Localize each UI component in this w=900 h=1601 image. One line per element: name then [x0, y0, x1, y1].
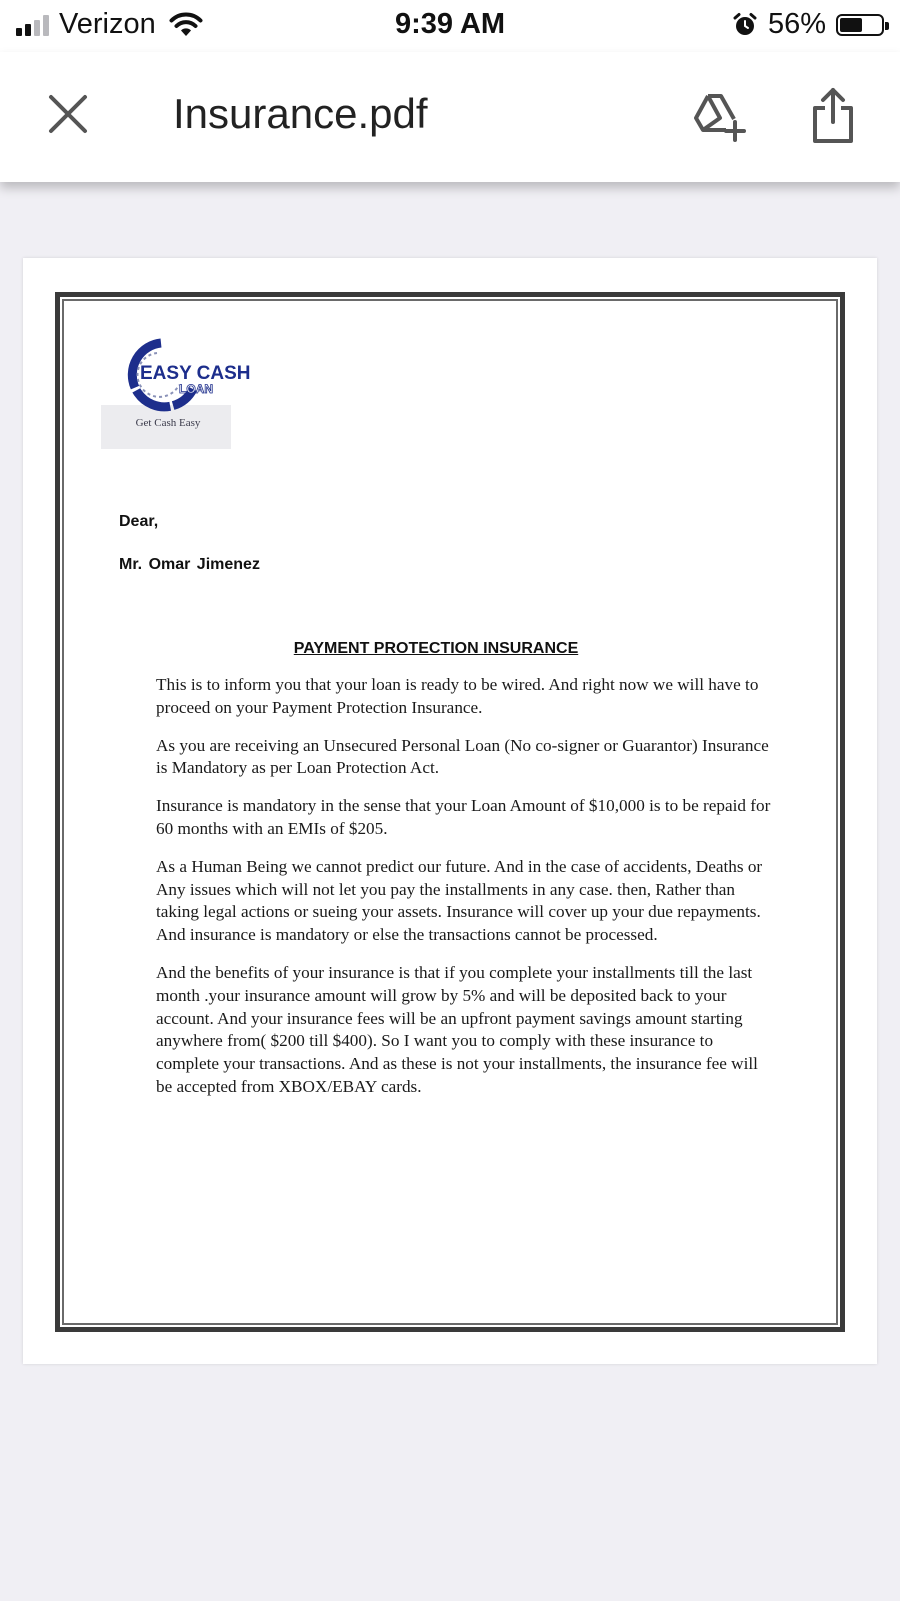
letter-paragraph: As you are receiving an Unsecured Personal Loan (No co-signer or Guarantor) Insurance is Mandatory as per Loan Protection Act. — [156, 735, 769, 778]
status-time: 9:39 AM — [394, 8, 506, 40]
add-to-drive-icon — [690, 88, 746, 144]
company-logo — [101, 335, 251, 451]
status-right — [732, 8, 884, 41]
document-title: Insurance.pdf — [173, 90, 428, 137]
document-header — [0, 52, 900, 182]
battery-icon — [836, 14, 884, 36]
close-icon — [44, 90, 92, 138]
share-icon — [810, 86, 856, 146]
logo-sub: LOAN — [179, 382, 213, 396]
letter-recipient: Mr. Omar Jimenez — [119, 556, 260, 573]
battery-percent: 56% — [767, 8, 826, 40]
letter-subject: PAYMENT PROTECTION INSURANCE — [293, 640, 579, 657]
letter-paragraph: This is to inform you that your loan is ready to be wired. And right now we will have to proceed on your Payment Protection Insurance. — [156, 675, 759, 717]
letter-greeting: Dear, — [119, 513, 159, 530]
letter-paragraph: As a Human Being we cannot predict our future. And in the case of accidents, Deaths or Any issues which will not let you pay the installments in any case. then, Rather than taking legal actions or sueing your assets. Insurance will cover up your due repayments. And insurance is mandatory or else the transactions cannot be processed. — [156, 856, 763, 945]
status-bar — [0, 0, 900, 52]
share-button[interactable] — [810, 86, 856, 146]
alarm-icon — [732, 12, 758, 38]
close-button[interactable] — [44, 90, 92, 138]
letter-body — [156, 674, 776, 1114]
letter-paragraph: Insurance is mandatory in the sense that your Loan Amount of $10,000 is to be repaid for 60 months with an EMIs of $205. — [156, 796, 771, 838]
add-to-drive-button[interactable] — [690, 88, 746, 144]
logo-tagline: Get Cash Easy — [135, 417, 201, 429]
carrier-name: Verizon — [59, 8, 156, 40]
pdf-page[interactable] — [23, 258, 877, 1364]
battery-level — [840, 18, 862, 32]
letter-paragraph: And the benefits of your insurance is that if you complete your installments till the last month .your insurance amount will grow by 5% and will be deposited back to your account. And your insurance fees will be an upfront payment savings amount starting anywhere from( $200 till $400). So I want you to comply with these insurance to complete your transactions. And as these is not your installments, the insurance fee will be accepted from XBOX/EBAY cards. — [156, 962, 758, 1096]
logo-brand: EASY CASH — [140, 363, 251, 384]
